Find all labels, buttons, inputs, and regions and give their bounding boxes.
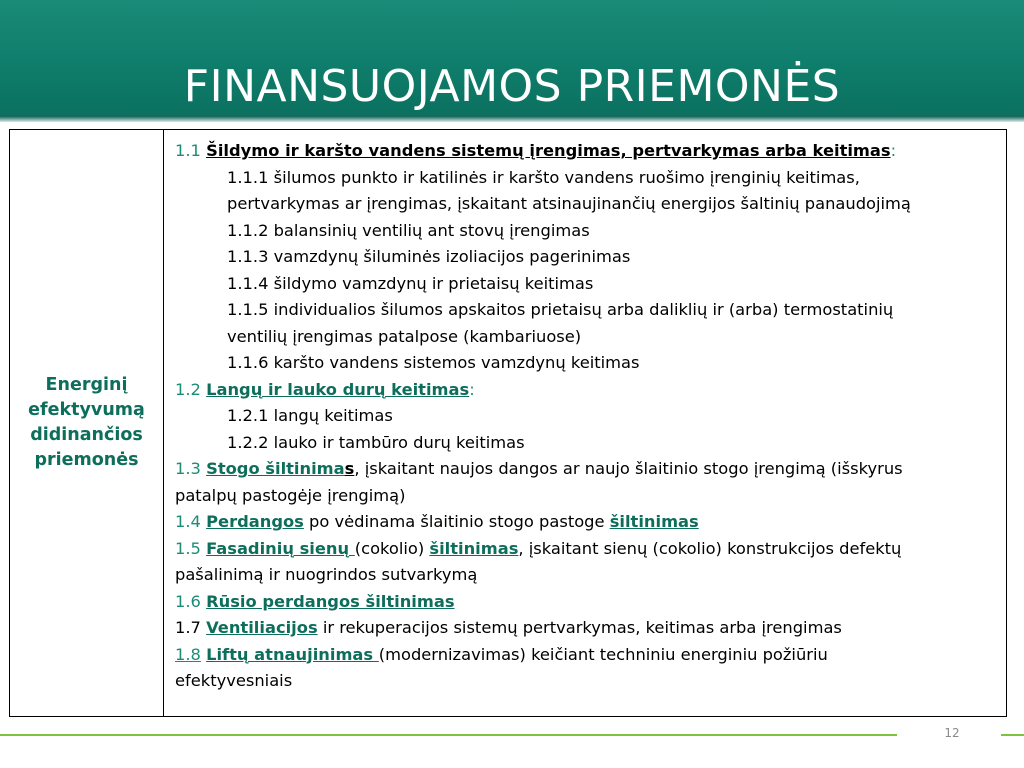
measure-1-1-1: 1.1.1 šilumos punkto ir katilinės ir karšto vandens ruošimo įrenginių keitimas, <box>227 167 860 187</box>
measure-1-7: 1.7 Ventiliacijos ir rekuperacijos sistemų pertvarkymas, keitimas arba įrengimas <box>175 618 842 637</box>
measure-1-1: 1.1 Šildymo ir karšto vandens sistemų įrengimas, pertvarkymas arba keitimas: <box>175 141 897 160</box>
measure-1-1-5-cont: ventilių įrengimas patalpose (kambariuose) <box>227 326 582 346</box>
measure-1-1-4: 1.1.4 šildymo vamzdynų ir prietaisų keitimas <box>227 273 594 293</box>
measure-1-3: 1.3 Stogo šiltinimas, įskaitant naujos dangos ar naujo šlaitinio stogo įrengimą (išskyrus <box>175 459 903 478</box>
category-cell <box>10 130 164 716</box>
measure-1-6-link[interactable]: Rūsio perdangos šiltinimas <box>206 591 455 611</box>
measures-list <box>164 130 1006 716</box>
measure-1-3-cont: patalpų pastogėje įrengimą) <box>175 485 406 505</box>
measure-1-1-3: 1.1.3 vamzdynų šiluminės izoliacijos pagerinimas <box>227 247 631 266</box>
measure-1-2-link[interactable]: Langų ir lauko durų keitimas <box>206 379 470 399</box>
measure-1-1-1-cont: pertvarkymas ar įrengimas, įskaitant atsinaujinančių energijos šaltinių panaudojimą <box>227 194 911 213</box>
category-label: Energinį efektyvumą didinančios priemonės <box>28 375 145 470</box>
measures-table <box>9 129 1007 717</box>
measure-1-7-link[interactable]: Ventiliacijos <box>206 618 318 637</box>
measure-1-1-6: 1.1.6 karšto vandens sistemos vamzdynų keitimas <box>227 353 640 372</box>
measure-1-1-5: 1.1.5 individualios šilumos apskaitos prietaisų arba daliklių ir (arba) termostatinių <box>227 300 894 319</box>
slide-title: FINANSUOJAMOS PRIEMONĖS <box>183 61 841 112</box>
measure-1-5-cont: pašalinimą ir nuogrindos sutvarkymą <box>175 565 478 584</box>
title-bar-shadow <box>0 116 1024 122</box>
measure-1-5-link-2[interactable]: šiltinimas <box>429 538 519 558</box>
measure-1-5-link[interactable]: Fasadinių sienų <box>206 538 355 558</box>
measure-1-1-2: 1.1.2 balansinių ventilių ant stovų įrengimas <box>227 220 590 240</box>
measure-1-8-link[interactable]: Liftų atnaujinimas <box>206 644 379 664</box>
measure-1-5: 1.5 Fasadinių sienų (cokolio) šiltinimas, įskaitant sienų (cokolio) konstrukcijos defektų <box>175 538 902 558</box>
measure-1-4-link-2[interactable]: šiltinimas <box>609 512 699 531</box>
measure-1-2: 1.2 Langų ir lauko durų keitimas: <box>175 379 475 399</box>
measure-1-8-cont: efektyvesniais <box>175 671 293 690</box>
measure-1-2-2: 1.2.2 lauko ir tambūro durų keitimas <box>227 432 525 452</box>
measure-1-1-link[interactable]: Šildymo ir karšto vandens sistemų įrengimas, pertvarkymas arba keitimas <box>206 141 891 160</box>
measure-1-8: 1.8 Liftų atnaujinimas (modernizavimas) keičiant techniniu energiniu požiūriu <box>175 644 828 664</box>
measure-1-3-link[interactable]: Stogo šiltinima <box>206 459 345 478</box>
measure-1-6: 1.6 Rūsio perdangos šiltinimas <box>175 591 455 611</box>
page-number: 12 <box>944 726 960 740</box>
measure-1-4-link[interactable]: Perdangos <box>206 512 304 531</box>
footer-divider-right <box>1001 734 1024 736</box>
measure-1-2-1: 1.2.1 langų keitimas <box>227 406 393 425</box>
measure-1-4: 1.4 Perdangos po vėdinama šlaitinio stogo pastoge šiltinimas <box>175 512 699 531</box>
footer-divider-left <box>0 734 897 736</box>
